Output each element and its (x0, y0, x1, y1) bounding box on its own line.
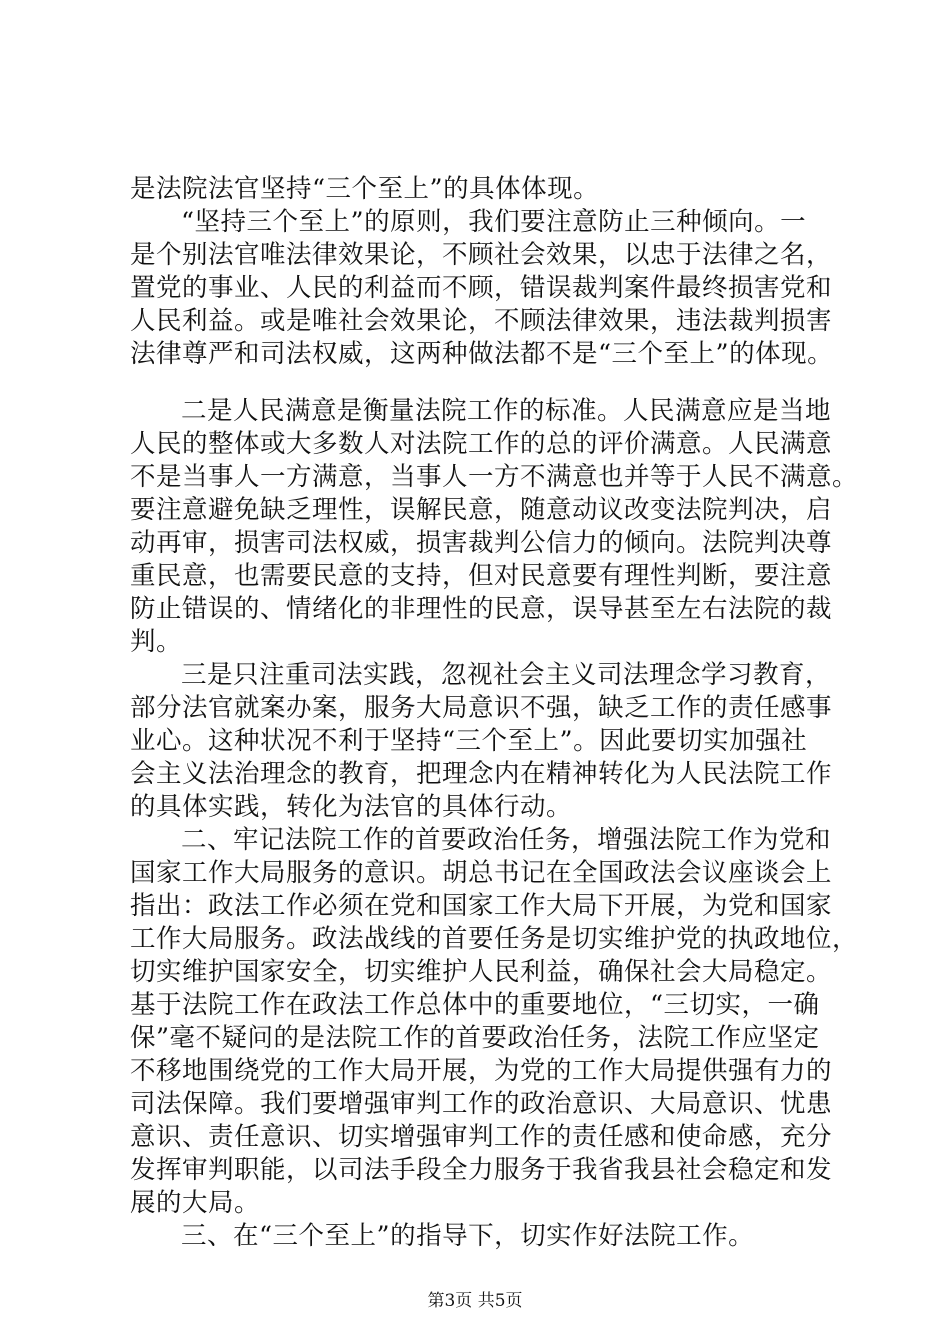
text-line: 基于法院工作在政法工作总体中的重要地位，“三切实，一确 (130, 990, 820, 1020)
text-line: 不是当事人一方满意，当事人一方不满意也并等于人民不满意。 (130, 462, 859, 492)
text-line: 是法院法官坚持“三个至上”的具体体现。 (130, 174, 600, 204)
text-line: 置党的事业、人民的利益而不顾，错误裁判案件最终损害党和 (130, 273, 833, 303)
page-number-footer: 第3页 共5页 (427, 1291, 523, 1311)
text-line: 判。 (130, 627, 183, 657)
paragraph-first-line: 二是人民满意是衡量法院工作的标准。人民满意应是当地 (181, 396, 832, 426)
text-line: 人民利益。或是唯社会效果论，不顾法律效果，违法裁判损害 (130, 306, 833, 336)
text-line: 切实维护国家安全，切实维护人民利益，确保社会大局稳定。 (130, 957, 833, 987)
text-line: 防止错误的、情绪化的非理性的民意，误导甚至左右法院的裁 (130, 594, 833, 624)
text-line: 业心。这种状况不利于坚持“三个至上”。因此要切实加强社 (130, 726, 808, 756)
text-line: 法律尊严和司法权威，这两种做法都不是“三个至上”的体现。 (130, 339, 834, 369)
text-line: 要注意避免缺乏理性，误解民意，随意动议改变法院判决，启 (130, 495, 833, 525)
paragraph-first-line: 三、在“三个至上”的指导下，切实作好法院工作。 (181, 1221, 755, 1251)
text-line: 是个别法官唯法律效果论，不顾社会效果，以忠于法律之名， (130, 240, 833, 270)
text-line: 展的大局。 (130, 1188, 261, 1218)
text-line: 指出：政法工作必须在党和国家工作大局下开展，为党和国家 (130, 891, 833, 921)
text-line: 不移地围绕党的工作大局开展，为党的工作大局提供强有力的 (130, 1056, 833, 1086)
paragraph-first-line: 三是只注重司法实践，忽视社会主义司法理念学习教育， (181, 660, 832, 690)
text-line: 动再审，损害司法权威，损害裁判公信力的倾向。法院判决尊 (130, 528, 833, 558)
text-line: 工作大局服务。政法战线的首要任务是切实维护党的执政地位， (130, 924, 859, 954)
text-line: 保”毫不疑问的是法院工作的首要政治任务，法院工作应坚定 (130, 1023, 820, 1053)
text-line: 国家工作大局服务的意识。胡总书记在全国政法会议座谈会上 (130, 858, 833, 888)
text-line: 意识、责任意识、切实增强审判工作的责任感和使命感，充分 (130, 1122, 833, 1152)
text-line: 人民的整体或大多数人对法院工作的总的评价满意。人民满意 (130, 429, 833, 459)
text-line: 重民意，也需要民意的支持，但对民意要有理性判断，要注意 (130, 561, 833, 591)
text-line: 会主义法治理念的教育，把理念内在精神转化为人民法院工作 (130, 759, 833, 789)
text-line: 部分法官就案办案，服务大局意识不强，缺乏工作的责任感事 (130, 693, 833, 723)
text-line: 司法保障。我们要增强审判工作的政治意识、大局意识、忧患 (130, 1089, 833, 1119)
text-line: 的具体实践，转化为法官的具体行动。 (130, 792, 573, 822)
paragraph-first-line: “坚持三个至上”的原则，我们要注意防止三种倾向。一 (181, 207, 807, 237)
paragraph-first-line: 二、牢记法院工作的首要政治任务，增强法院工作为党和 (181, 825, 832, 855)
text-line: 发挥审判职能，以司法手段全力服务于我省我县社会稳定和发 (130, 1155, 833, 1185)
